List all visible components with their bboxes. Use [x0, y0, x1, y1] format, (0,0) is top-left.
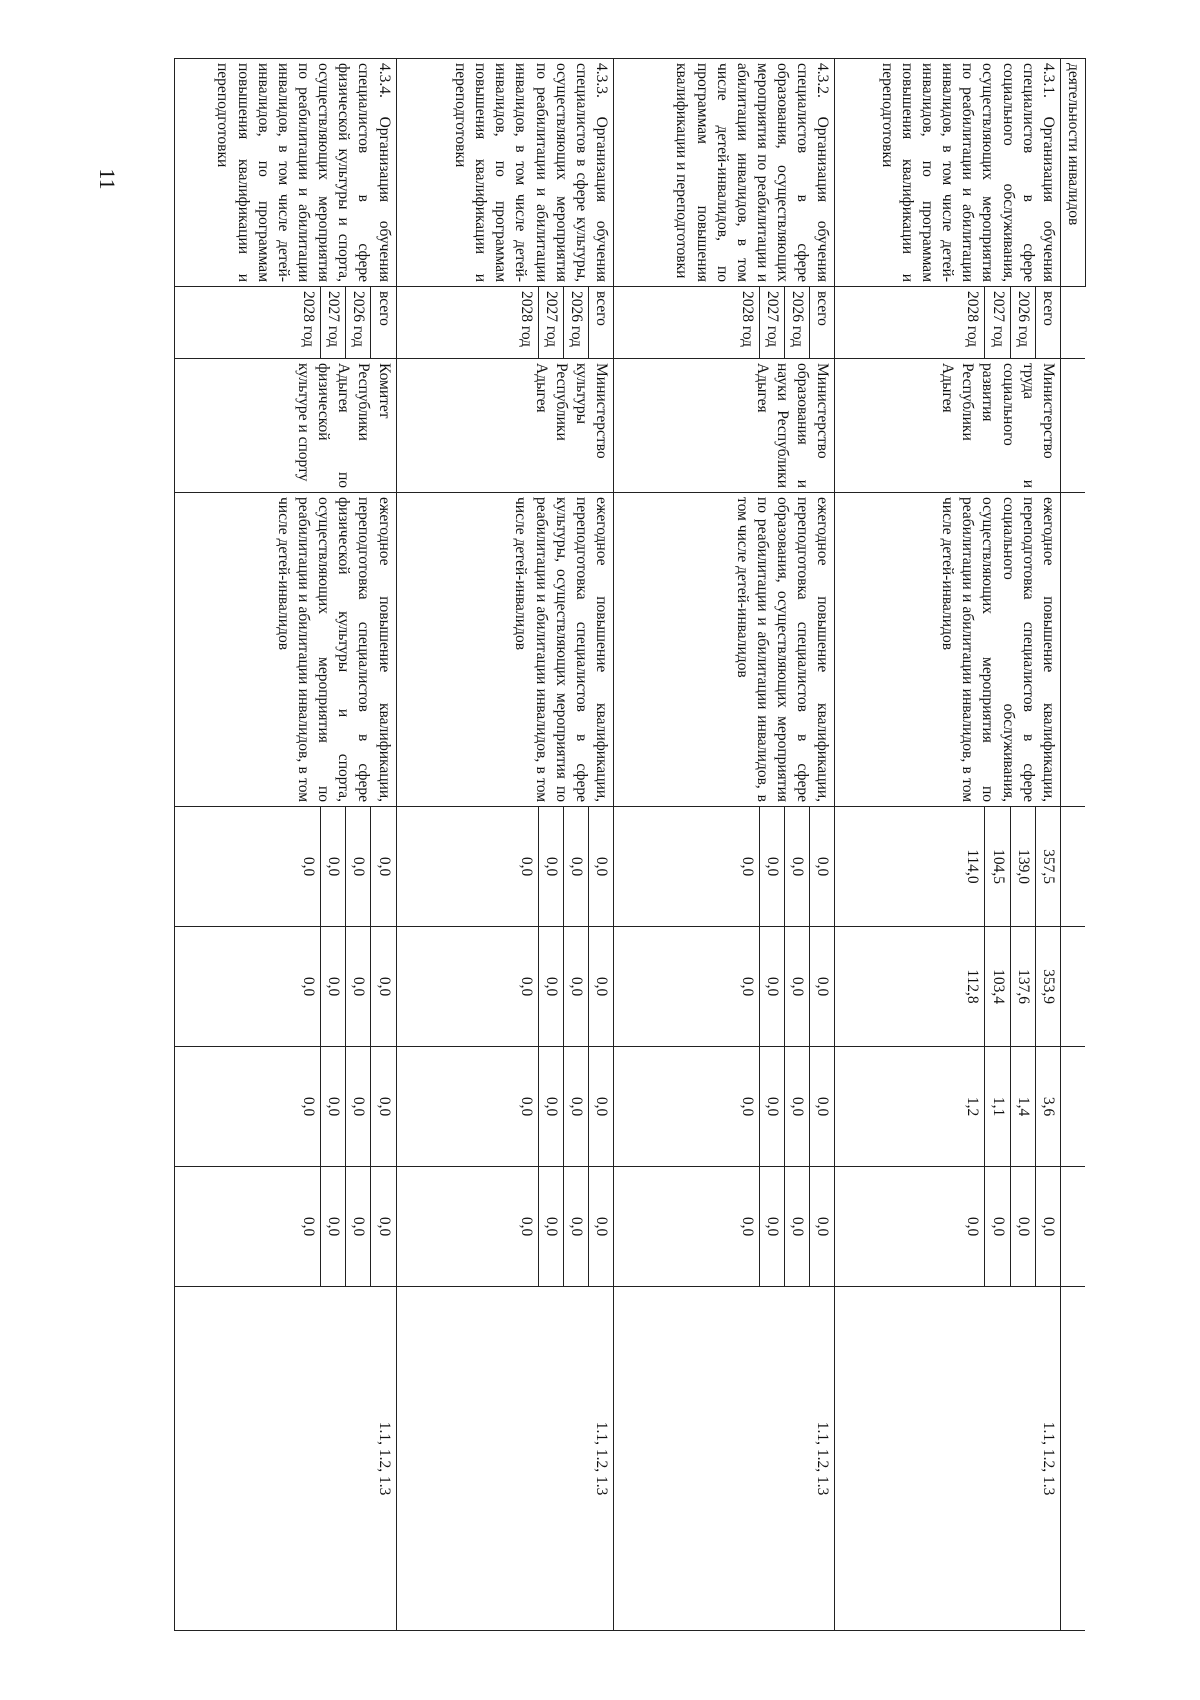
value-cell: 0,0	[785, 927, 810, 1047]
value-cell: 0,0	[346, 1047, 371, 1167]
continued-header-row	[1060, 59, 1085, 1631]
value-cell: 0,0	[346, 1167, 371, 1287]
table-row	[810, 59, 835, 1631]
table-row	[371, 59, 396, 1631]
value-cell: 0,0	[614, 807, 760, 927]
value-cell: 1,1	[985, 1047, 1010, 1167]
period-cell: 2026 год	[563, 287, 588, 359]
expected-result: ежегодное повышение квалификации, переподготовка специалистов в сфере образования, осуществляющих мероприятия по реабилитации и абилитации инвалидов, в том числе детей-инвалидов	[614, 493, 835, 807]
value-cell: 0,0	[396, 1167, 538, 1287]
value-cell: 114,0	[835, 807, 985, 927]
value-cell: 0,0	[588, 927, 613, 1047]
value-cell: 0,0	[810, 1047, 835, 1167]
value-cell: 0,0	[321, 1047, 346, 1167]
value-cell: 0,0	[346, 927, 371, 1047]
value-cell: 0,0	[396, 927, 538, 1047]
measure-name: 4.3.2. Организация обучения специалистов в сфере образования, осуществляющих мероприятия по реабилитации и абилитации инвалидов, в том числе детей-инвалидов, по программам повышения квалификации и переподготовки	[614, 59, 835, 287]
measure-name: 4.3.4. Организация обучения специалистов в сфере физической культуры и спорта, осуществляющих мероприятия по реабилитации и абилитации инвалидов, в том числе детей-инвалидов, по программам повышения квалификации и переподготовки	[175, 59, 396, 287]
period-cell: всего	[371, 287, 396, 359]
value-cell: 0,0	[588, 807, 613, 927]
period-cell: 2028 год	[396, 287, 538, 359]
expected-result: ежегодное повышение квалификации, переподготовка специалистов в сфере социального обслуживания, осуществляющих мероприятия по реабилитации и абилитации инвалидов, в том числе детей-инвалидов	[835, 493, 1060, 807]
target-indicator-codes: 1.1, 1.2, 1.3	[614, 1287, 835, 1631]
page-number: 11	[95, 168, 120, 190]
period-cell: 2026 год	[346, 287, 371, 359]
value-cell: 1,4	[1010, 1047, 1035, 1167]
period-cell: 2026 год	[1010, 287, 1035, 359]
value-cell: 0,0	[563, 927, 588, 1047]
target-indicator-codes: 1.1, 1.2, 1.3	[396, 1287, 613, 1631]
period-cell: 2028 год	[614, 287, 760, 359]
value-cell: 0,0	[760, 1047, 785, 1167]
value-cell: 0,0	[175, 927, 321, 1047]
value-cell: 1,2	[835, 1047, 985, 1167]
value-cell: 0,0	[175, 1047, 321, 1167]
value-cell: 0,0	[985, 1167, 1010, 1287]
value-cell: 353,9	[1035, 927, 1060, 1047]
value-cell: 0,0	[760, 807, 785, 927]
value-cell: 0,0	[785, 807, 810, 927]
period-cell: 2028 год	[175, 287, 321, 359]
value-cell: 0,0	[321, 807, 346, 927]
value-cell: 0,0	[614, 1167, 760, 1287]
value-cell: 0,0	[371, 807, 396, 927]
value-cell: 0,0	[810, 1167, 835, 1287]
value-cell: 0,0	[371, 927, 396, 1047]
value-cell: 0,0	[760, 927, 785, 1047]
value-cell: 0,0	[321, 1167, 346, 1287]
continued-header-cell: деятельности инвалидов	[1060, 59, 1085, 287]
value-cell: 0,0	[396, 1047, 538, 1167]
value-cell: 0,0	[563, 1047, 588, 1167]
expected-result: ежегодное повышение квалификации, переподготовка специалистов в сфере культуры, осуществляющих мероприятия по реабилитации и абилитации инвалидов, в том числе детей-инвалидов	[396, 493, 613, 807]
value-cell: 0,0	[538, 927, 563, 1047]
period-cell: 2027 год	[985, 287, 1010, 359]
table-row	[588, 59, 613, 1631]
value-cell: 0,0	[371, 1167, 396, 1287]
value-cell: 0,0	[563, 807, 588, 927]
value-cell: 0,0	[760, 1167, 785, 1287]
measure-name: 4.3.1. Организация обучения специалистов в сфере социального обслуживания, осуществляющих мероприятия по реабилитации и абилитации инвалидов, в том числе детей-инвалидов, по программам повышения квалификации и переподготовки	[835, 59, 1060, 287]
period-cell: 2026 год	[785, 287, 810, 359]
value-cell: 0,0	[614, 927, 760, 1047]
responsible-executor: Министерство образования и науки Республики Адыгея	[614, 359, 835, 493]
value-cell: 112,8	[835, 927, 985, 1047]
period-cell: 2027 год	[760, 287, 785, 359]
target-indicator-codes: 1.1, 1.2, 1.3	[175, 1287, 396, 1631]
target-indicator-codes: 1.1, 1.2, 1.3	[835, 1287, 1060, 1631]
period-cell: 2027 год	[538, 287, 563, 359]
period-cell: 2027 год	[321, 287, 346, 359]
value-cell: 0,0	[538, 1167, 563, 1287]
value-cell: 0,0	[538, 807, 563, 927]
value-cell: 137,6	[1010, 927, 1035, 1047]
program-table	[174, 58, 1086, 1631]
value-cell: 0,0	[371, 1047, 396, 1167]
value-cell: 0,0	[614, 1047, 760, 1167]
measure-name: 4.3.3. Организация обучения специалистов в сфере культуры, осуществляющих мероприятия по реабилитации и абилитации инвалидов, в том числе детей-инвалидов, по программам повышения квалификации и переподготовки	[396, 59, 613, 287]
value-cell: 0,0	[563, 1167, 588, 1287]
value-cell: 0,0	[175, 807, 321, 927]
value-cell: 0,0	[785, 1047, 810, 1167]
value-cell: 0,0	[538, 1047, 563, 1167]
period-cell: 2028 год	[835, 287, 985, 359]
value-cell: 0,0	[346, 807, 371, 927]
value-cell: 139,0	[1010, 807, 1035, 927]
value-cell: 0,0	[1035, 1167, 1060, 1287]
responsible-executor: Министерство культуры Республики Адыгея	[396, 359, 613, 493]
table-row	[1035, 59, 1060, 1631]
value-cell: 0,0	[396, 807, 538, 927]
value-cell: 0,0	[588, 1047, 613, 1167]
period-cell: всего	[1035, 287, 1060, 359]
value-cell: 0,0	[1010, 1167, 1035, 1287]
value-cell: 0,0	[175, 1167, 321, 1287]
period-cell: всего	[810, 287, 835, 359]
value-cell: 357,5	[1035, 807, 1060, 927]
value-cell: 0,0	[321, 927, 346, 1047]
value-cell: 0,0	[835, 1167, 985, 1287]
expected-result: ежегодное повышение квалификации, переподготовка специалистов в сфере физической культуры и спорта, осуществляющих мероприятия по реабилитации и абилитации инвалидов, в том числе детей-инвалидов	[175, 493, 396, 807]
responsible-executor: Министерство труда и социального развития Республики Адыгея	[835, 359, 1060, 493]
value-cell: 0,0	[810, 927, 835, 1047]
responsible-executor: Комитет Республики Адыгея по физической культуре и спорту	[175, 359, 396, 493]
value-cell: 0,0	[810, 807, 835, 927]
value-cell: 0,0	[588, 1167, 613, 1287]
value-cell: 3,6	[1035, 1047, 1060, 1167]
rotated-table-frame	[136, 58, 1086, 1630]
value-cell: 104,5	[985, 807, 1010, 927]
value-cell: 0,0	[785, 1167, 810, 1287]
period-cell: всего	[588, 287, 613, 359]
value-cell: 103,4	[985, 927, 1010, 1047]
